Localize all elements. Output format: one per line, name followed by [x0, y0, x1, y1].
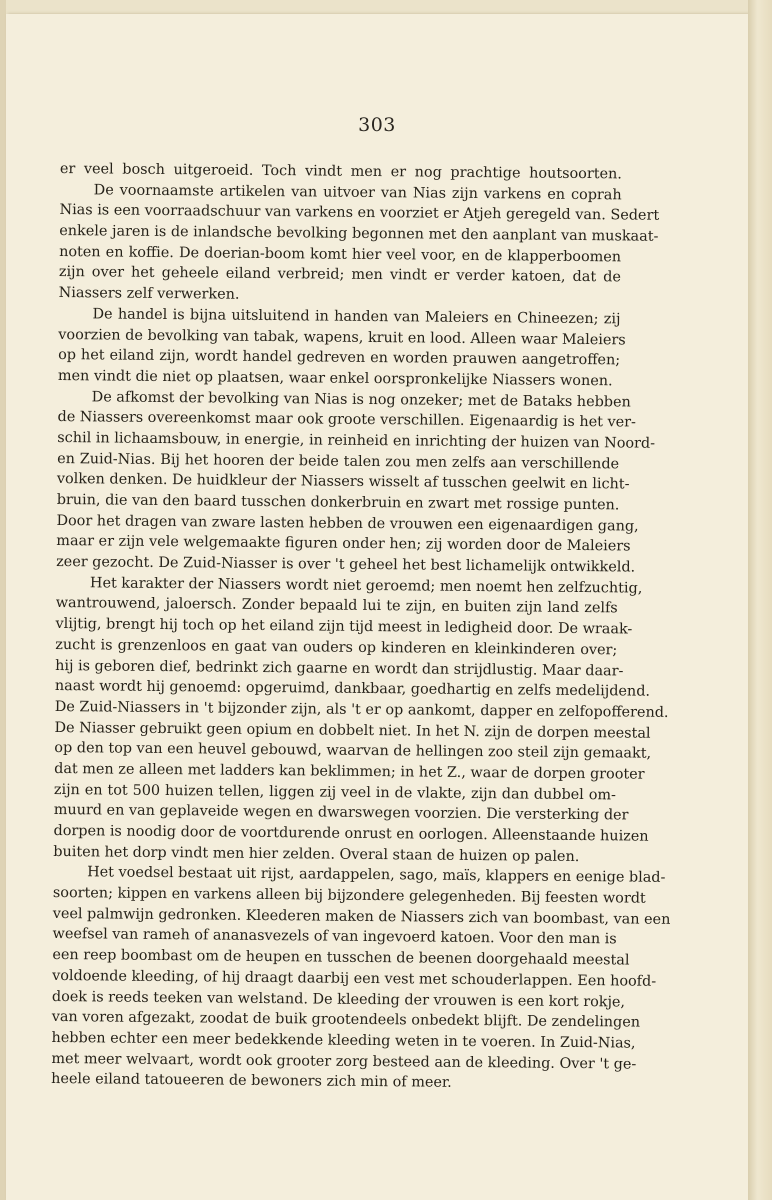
- text-line: volken denken. De huidkleur der Niassers wisselt af tusschen geelwit en licht-: [56, 471, 630, 493]
- text-line: hij is geboren dief, bedrinkt zich gaarne en wordt dan strijdlustig. Maar daar-: [55, 657, 624, 679]
- text-line: voorzien de bevolking van tabak, wapens, kruit en lood. Alleen waar Maleiers: [58, 326, 626, 348]
- text-line: Het karakter der Niassers wordt niet geroemd; men noemt hen zelfzuchtig,: [89, 575, 643, 597]
- book-page: [6, 14, 748, 1200]
- text-line: muurd en van geplaveide wegen en dwarswegen voorzien. Die versterking der: [53, 802, 629, 824]
- text-line: enkele jaren is de inlandsche bevolking begonnen met den aanplant van muskaat-: [59, 223, 659, 245]
- text-line: vlijtig, brengt hij toch op het eiland zijn tijd meest in ledigheid door. De wraak-: [55, 616, 633, 638]
- page-right-edge: [748, 0, 772, 1200]
- text-line: De voornaamste artikelen van uitvoer van Nias zijn varkens en coprah: [93, 182, 622, 204]
- text-line: met meer welvaart, wordt ook grooter zorg besteed aan de kleeding. Over 't ge-: [51, 1050, 637, 1073]
- text-line: noten en koffie. De doerian-boom komt hier veel voor, en de klapperboomen: [59, 243, 622, 266]
- text-line: er veel bosch uitgeroeid. Toch vindt men er nog prachtige houtsoorten.: [59, 160, 622, 183]
- text-line: zijn over het geheele eiland verbreid; men vindt er verder katoen, dat de: [58, 264, 621, 286]
- text-line: dat men ze alleen met ladders kan beklimmen; in het Z., waar de dorpen grooter: [54, 760, 645, 783]
- text-line: Niassers zelf verwerken.: [58, 285, 240, 303]
- text-line: dorpen is noodig door de voortdurende onrust en oorlogen. Alleenstaande huizen: [53, 822, 649, 845]
- text-line: zeer gezocht. De Zuid-Niasser is over 't geheel het best lichamelijk ontwikkeld.: [56, 554, 636, 576]
- text-line: men vindt die niet op plaatsen, waar enkel oorspronkelijke Niassers wonen.: [57, 367, 613, 390]
- text-line: veel palmwijn gedronken. Kleederen maken de Niassers zich van boombast, van een: [52, 905, 671, 928]
- text-line: de Niassers overeenkomst maar ook groote verschillen. Eigenaardig is het ver-: [57, 409, 637, 431]
- text-line: maar er zijn vele welgemaakte figuren onder hen; zij worden door de Maleiers: [56, 533, 631, 555]
- text-line: weefsel van rameh of ananasvezels of van ingevoerd katoen. Voor den man is: [52, 926, 617, 948]
- text-line: De afkomst der bevolking van Nias is nog onzeker; met de Bataks hebben: [91, 388, 631, 411]
- text-line: heele eiland tatoueeren de bewoners zich min of meer.: [51, 1071, 452, 1092]
- text-line: voldoende kleeding, of hij draagt daarbij een vest met schouderlappen. Een hoofd-: [52, 967, 657, 990]
- text-line: De Niasser gebruikt geen opium en dobbelt niet. In het N. zijn de dorpen meestal: [54, 719, 651, 742]
- body-text: [51, 159, 671, 1095]
- text-line: buiten het dorp vindt men hier zelden. Overal staan de huizen op palen.: [53, 843, 580, 865]
- text-line: een reep boombast om de heupen en tusschen de beenen doorgehaald meestal: [52, 947, 630, 969]
- text-line: Het voedsel bestaat uit rijst, aardappelen, sago, maïs, klappers en eenige blad-: [87, 864, 666, 887]
- text-line: zucht is grenzenloos en gaat van ouders op kinderen en kleinkinderen over;: [55, 636, 618, 659]
- text-line: doek is reeds teeken van welstand. De kleeding der vrouwen is een kort rokje,: [51, 988, 626, 1010]
- text-line: van voren afgezakt, zoodat de buik grootendeels onbedekt blijft. De zendelingen: [51, 1009, 641, 1031]
- text-line: en Zuid-Nias. Bij het hooren der beide talen zou men zelfs aan verschillende: [57, 450, 620, 473]
- text-line: Nias is een voorraadschuur van varkens en voorziet er Atjeh geregeld van. Sedert: [59, 202, 660, 225]
- text-line: hebben echter een meer bedekkende kleeding weten in te voeren. In Zuid-Nias,: [51, 1029, 636, 1052]
- text-line: Door het dragen van zware lasten hebben de vrouwen een eigenaardigen gang,: [56, 512, 639, 535]
- text-line: naast wordt hij genoemd: opgeruimd, dankbaar, goedhartig en zelfs medelijdend.: [54, 678, 651, 700]
- text-line: soorten; kippen en varkens alleen bij bijzondere gelegenheden. Bij feesten wordt: [52, 885, 646, 907]
- text-line: De Zuid-Niassers in 't bijzonder zijn, als 't er op aankomt, dapper en zelfopofferend.: [54, 698, 669, 721]
- text-line: bruin, die van den baard tusschen donkerbruin en zwart met rossige punten.: [56, 491, 620, 514]
- text-line: op het eiland zijn, wordt handel gedreven en worden prauwen aangetroffen;: [58, 347, 621, 369]
- text-line: op den top van een heuvel gebouwd, waarvan de hellingen zoo steil zijn gemaakt,: [54, 740, 652, 762]
- text-line: zijn en tot 500 huizen tellen, liggen zij veel in de vlakte, zijn dan dubbel om-: [53, 781, 616, 803]
- page-number: 303: [358, 114, 396, 136]
- text-line: wantrouwend, jaloersch. Zonder bepaald lui te zijn, en buiten zijn land zelfs: [55, 595, 618, 617]
- text-line: De handel is bijna uitsluitend in handen van Maleiers en Chineezen; zij: [92, 306, 621, 328]
- text-line: schil in lichaamsbouw, in energie, in reinheid en inrichting der huizen van Noord-: [57, 429, 656, 452]
